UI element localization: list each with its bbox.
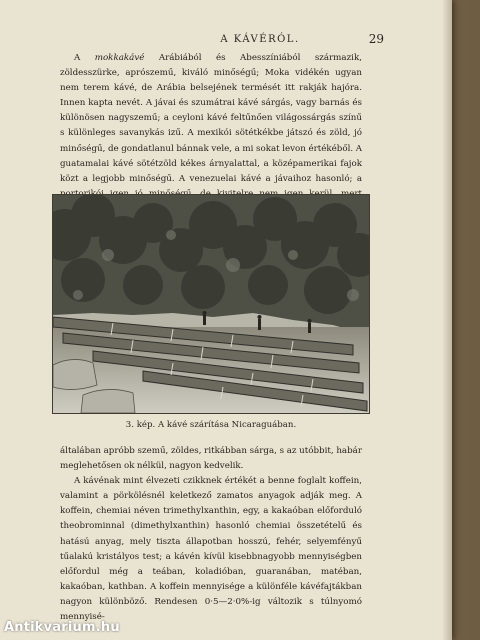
para1-text: Arábiából és Abesszíniából származik, zöldesszürke, aprószemű, kiváló minőségű; Moka vidékén ugyan nem terem kávé, de Arábia belsejének termését itt rakják hajóra. Innen kapta nevét. A jávai és szumátrai kávé sárgás, vagy barnás és különösen nagyszemű; a ceyloni kávé feltűnően világossárgás színű s különleges savanykás izű. A mexikói sötétkékbe játszó és zöld, jó minőségű, de gondatlanul bánnak vele, a mi sokat levon értékéből. A guatamalai kávé sötétzöld kékes árnyalattal, a középamerikai fajok közt a legjobb minőségű. A venezuelai kávé a jávaihoz hasonló; a — [60, 53, 362, 184]
page-number: 29 — [368, 32, 384, 46]
running-head: A KÁVÉRÓL. — [220, 34, 300, 45]
mokkakave-emphasis: mokkakávé — [94, 53, 145, 63]
para2-text: A kávénak mint élvezeti czikknek értékét a benne foglalt koffein, valamint a pörkölésnél keletkező zamatos anyagok adják meg. A koffein, chemiai néven trimethylxanthin, egy, a kakaóban előforduló theobrominnal (dimethylxanthin) hasonló chemiai összetételű és hatású anyag, mely tiszta állapotban hosszú, fehér, selyemfényű tűalakú kristályos test; a kávén kívül kisebbnagyobb mennyiségben előfordul még a teában, koladióban, guaranában, matéban, kakaóban, kathban. A koffein mennyisége a különféle kávéfajtákban nagyon különböző. Rendesen 0·5—2·0%-ig változik s túlnyomó mennyisé- — [60, 476, 362, 623]
paragraph-caffeine — [60, 444, 362, 625]
photo-illustration — [53, 195, 369, 413]
para2-lead: általában apróbb szemű, zöldes, ritkábban sárga, s az utóbbit, habár meglehetősen ok nélkül, nagyon kedvelik. — [60, 446, 362, 472]
figure-caption: 3. kép. A kávé szárítása Nicaraguában. — [125, 420, 297, 430]
watermark-logo: Antikvarium.hu — [4, 620, 120, 635]
coffee-drying-photo — [52, 194, 370, 414]
para1-pre: A — [74, 53, 95, 63]
